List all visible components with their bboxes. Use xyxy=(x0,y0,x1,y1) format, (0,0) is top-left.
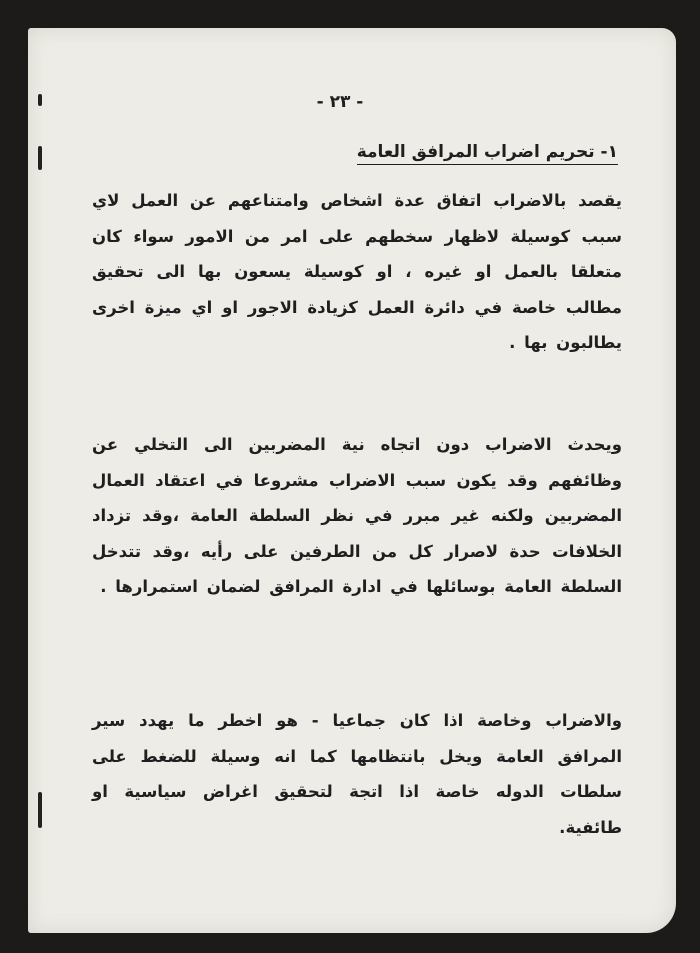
paragraph-2: ويحدث الاضراب دون اتجاه نية المضربين الى التخلي عن وظائفهم وقد يكون سبب الاضراب مشروعا في اعتقاد العمال المضربين ولكنه غير مبرر في نظر السلطة العامة ،وقد تزداد الخلافات حدة لاصرار كل من الطرفين على رأيه ،وقد تتدخل السلطة العامة بوسائلها في ادارة المرافق لضمان استمرارها . xyxy=(92,435,622,596)
paragraph-3: والاضراب وخاصة اذا كان جماعيا - هو اخطر ما يهدد سير المرافق العامة ويخل بانتظامها كما انه وسيلة للضغط على سلطات الدوله خاصة اذا اتجة لتحقيق اغراض سياسية او طائفية. xyxy=(92,711,622,837)
page-number: - ٢٣ - xyxy=(316,92,364,112)
section-heading: ١- تحريم اضراب المرافق العامة xyxy=(357,142,618,165)
paragraph-1: يقصد بالاضراب اتفاق عدة اشخاص وامتناعهم عن العمل لاي سبب كوسيلة لاظهار سخطهم على امر من الامور سواء كان متعلقا بالعمل او غيره ، او كوسيلة يسعون بها الى تحقيق مطالب خاصة في دائرة العمل كزيادة الاجور او اي ميزة اخرى يطالبون بها . xyxy=(92,191,622,352)
punch-mark-upper xyxy=(38,146,42,170)
punch-mark-lower xyxy=(38,792,42,828)
